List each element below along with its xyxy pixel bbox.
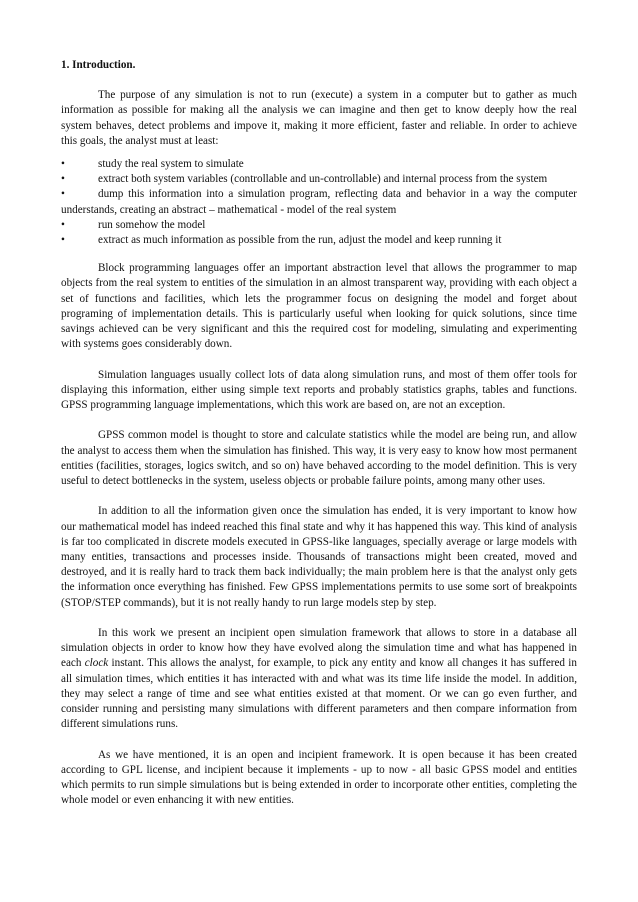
intro-paragraph: The purpose of any simulation is not to run (execute) a system in a computer but to gather as much information as possible for making all the analysis we can imagine and then get to know deeply how the real system behaves, detect problems and impove it, making it more efficient, faster and reliable. In order to achieve this goals, the analyst must at least: — [61, 89, 577, 147]
bullet-icon: • — [61, 234, 65, 247]
document-page — [61, 58, 577, 824]
list-item-text: run somehow the model — [98, 218, 206, 231]
bullet-icon: • — [61, 173, 65, 186]
list-item — [61, 233, 577, 248]
list-item — [61, 187, 577, 217]
bullet-icon: • — [61, 188, 65, 201]
framework-text-start: In this work we present an incipient open simulation framework that allows to store in a database all simulation objects in order to know how they have evolved along the simulation time and what has happened in each — [61, 627, 577, 670]
list-item — [61, 157, 577, 172]
bullet-icon: • — [61, 218, 65, 231]
list-item-text: dump this information into a simulation program, reflecting data and behavior in a way the computer understands, creating an abstract – mathematical - model of the real system — [61, 188, 577, 216]
list-item-text: study the real system to simulate — [98, 158, 244, 171]
clock-emphasis: clock — [84, 657, 109, 670]
list-item — [61, 218, 577, 233]
closing-paragraph: As we have mentioned, it is an open and incipient framework. It is open because it has been created according to GPL license, and incipient because it implements - up to now - all basic GPSS model and entities which permits to run simple simulations but is being extended in order to incorporate other entities, completing the whole model or even enhancing it with new entities. — [61, 748, 577, 807]
list-item-text: extract both system variables (controllable and un-controllable) and internal process from the system — [98, 173, 548, 186]
section-title: 1. Introduction. — [61, 59, 136, 71]
list-item — [61, 172, 577, 187]
requirements-list — [61, 157, 577, 248]
simulation-languages-paragraph: Simulation languages usually collect lots of data along simulation runs, and most of them offer tools for displaying this information, either using simple text reports and probably statistics graphs, tables and functions. GPSS programming language implementations, which this work are based on, are not an exception. — [61, 368, 577, 412]
framework-text-end: instant. This allows the analyst, for example, to pick any entity and know all changes it has suffered in all simulation times, which entities it has interacted with and what was its time life inside the model. In addition, they may select a range of time and see what entities existed at that moment. Or we can go even further, and consider running and persisting many simulations with different parameters and then compare information from different simulations runs. — [61, 657, 577, 731]
list-item-text: extract as much information as possible from the run, adjust the model and keep running it — [98, 234, 502, 247]
block-programming-paragraph: Block programming languages offer an important abstraction level that allows the programmer to map objects from the real system to entities of the simulation in an almost transparent way, providing with each object a set of functions and facilities, which lets the programmer focus on designing the model and forget about programing of implementation details. This is particularly useful when looking for quick solutions, since time savings achieved can be very significant and this the required cost for modeling, simulating and experimenting with systems goes considerably down. — [61, 262, 577, 351]
bullet-icon: • — [61, 158, 65, 171]
gpss-model-paragraph: GPSS common model is thought to store and calculate statistics while the model are being run, and allow the analyst to access them when the simulation has finished. This way, it is very easy to know how most permanent entities (facilities, storages, logics switch, and so on) have behaved according to the model definition. This is very useful to detect bottlenecks in the system, useless objects or probable failure points, among many other uses. — [61, 429, 577, 488]
analysis-paragraph: In addition to all the information given once the simulation has ended, it is very important to know how our mathematical model has indeed reached this final state and why it has happened this way. This kind of analysis is far too complicated in discrete models executed in GPSS-like languages, specially average or large models with many entities, transactions and processes inside. Thousands of transactions might been created, moved and destroyed, and it is really hard to track them back individually; the main problem here is that the analyst only gets the information once everything has finished. Few GPSS implementations permits to use some sort of breakpoints (STOP/STEP commands), but it is not really handy to run large models step by step. — [61, 505, 577, 609]
framework-paragraph — [61, 626, 577, 732]
